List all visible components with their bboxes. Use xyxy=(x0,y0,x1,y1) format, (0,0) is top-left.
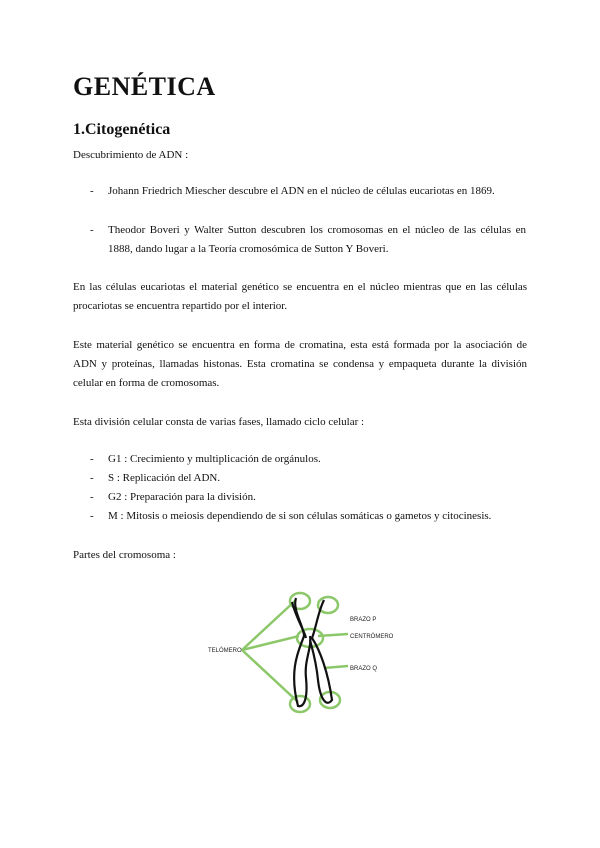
subheading-chromosome-parts: Partes del cromosoma : xyxy=(73,549,176,561)
bullet-marker: - xyxy=(90,491,94,503)
paragraph: Esta división celular consta de varias fases, llamado ciclo celular : xyxy=(73,416,365,428)
chromatid-right xyxy=(310,600,332,703)
bullet-marker: - xyxy=(90,453,94,465)
list-item xyxy=(90,488,526,507)
label-arm-q: BRAZO Q xyxy=(350,666,378,672)
bullet-marker: - xyxy=(90,185,94,197)
bullet-marker: - xyxy=(90,224,94,236)
list-item xyxy=(90,221,526,259)
list-item-text: Theodor Boveri y Walter Sutton descubren los cromosomas en el núcleo de las células en 1888, dando lugar a la Teoría cromosómica de Sutton Y Boveri. xyxy=(108,224,526,255)
subheading-discovery: Descubrimiento de ADN : xyxy=(73,149,189,161)
paragraph: Este material genético se encuentra en forma de cromatina, esta está formada por la asociación de ADN y proteínas, llamadas histonas. Esta cromatina se condensa y empaqueta durante la división celular en forma de cromosomas. xyxy=(73,339,527,389)
bullet-marker: - xyxy=(90,472,94,484)
chromosome-diagram xyxy=(200,588,400,728)
label-arm-p: BRAZO P xyxy=(350,617,377,623)
list-item-text: G2 : Preparación para la división. xyxy=(108,491,256,503)
list-item xyxy=(90,507,526,526)
label-centromere: CENTRÓMERO xyxy=(350,634,394,640)
list-item xyxy=(90,450,526,469)
list-item xyxy=(90,182,526,201)
list-item-text: M : Mitosis o meiosis dependiendo de si son células somáticas o gametos y citocinesis. xyxy=(108,510,492,522)
telomere-circle-bottom-left xyxy=(290,696,310,712)
list-item-text: Johann Friedrich Miescher descubre el ADN en el núcleo de células eucariotas en 1869. xyxy=(108,185,495,197)
list-item xyxy=(90,469,526,488)
section-heading: 1.Citogenética xyxy=(73,121,171,138)
list-item-text: G1 : Crecimiento y multiplicación de orgánulos. xyxy=(108,453,321,465)
paragraph: En las células eucariotas el material genético se encuentra en el núcleo mientras que en las células procariotas se encuentra repartido por el interior. xyxy=(73,281,527,312)
bullet-marker: - xyxy=(90,510,94,522)
list-item-text: S : Replicación del ADN. xyxy=(108,472,221,484)
label-telomere: TELÓMERO xyxy=(208,648,242,654)
page-title: GENÉTICA xyxy=(73,72,216,101)
chromosome-body xyxy=(292,598,332,706)
